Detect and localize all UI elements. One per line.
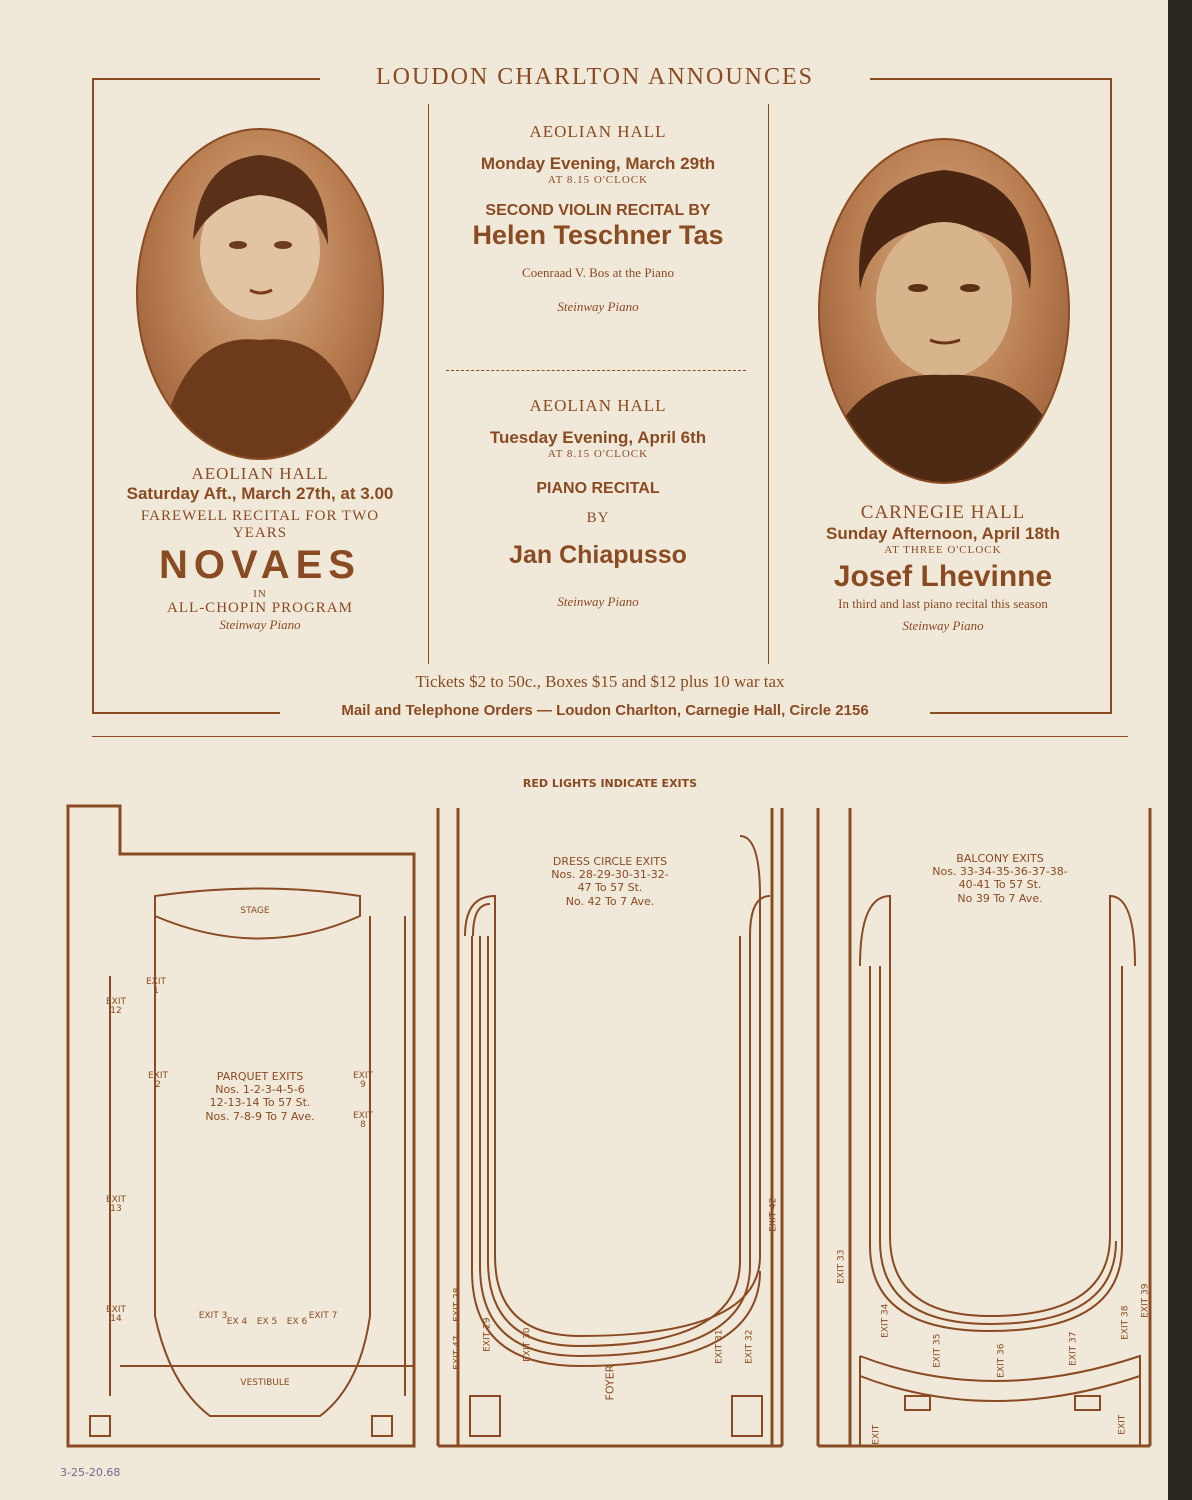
right-note: In third and last piano recital this season — [838, 596, 1048, 611]
exit-29: EXIT 29 — [482, 1317, 493, 1352]
exit-32: EXIT 32 — [744, 1329, 755, 1364]
exit-5: EX 5 — [256, 1317, 278, 1327]
header-title: LOUDON CHARLTON ANNOUNCES — [320, 64, 870, 91]
handwritten-note: 3-25-20.68 — [60, 1466, 121, 1479]
portrait-lhevinne — [818, 138, 1070, 484]
left-date: Saturday Aft., March 27th, at 3.00 — [126, 484, 394, 503]
left-piano: Steinway Piano — [219, 617, 301, 632]
exit-35: EXIT 35 — [932, 1333, 943, 1368]
balcony-line-1: BALCONY EXITS — [956, 852, 1044, 865]
mb-by: BY — [586, 510, 610, 526]
stage-label: STAGE — [240, 906, 270, 916]
left-artist: NOVAES — [159, 543, 361, 587]
mt-hall: AEOLIAN HALL — [529, 122, 667, 141]
mt-subtitle: SECOND VIOLIN RECITAL BY — [485, 202, 711, 219]
parquet-line-1: PARQUET EXITS — [216, 1070, 304, 1083]
exit-2: EXIT 2 — [147, 1071, 168, 1091]
mt-accompanist: Coenraad V. Bos at the Piano — [522, 265, 674, 280]
exit-47: EXIT 47 — [452, 1335, 463, 1370]
dress-line-3: 47 To 57 St. — [577, 881, 643, 895]
exit-36: EXIT 36 — [996, 1343, 1007, 1378]
exit-30: EXIT 30 — [522, 1327, 533, 1362]
dress-circle-exits-text — [500, 855, 720, 908]
middle-top-text — [440, 122, 756, 315]
exit-8: EXIT 8 — [352, 1111, 373, 1131]
exit-39: EXIT 39 — [1140, 1283, 1151, 1318]
balcony-exits-text — [880, 852, 1120, 905]
balcony-line-4: No 39 To 7 Ave. — [957, 891, 1043, 905]
mb-hall: AEOLIAN HALL — [529, 396, 667, 415]
mt-date: Monday Evening, March 29th — [480, 154, 716, 173]
left-column-text — [100, 464, 420, 633]
exit-37: EXIT 37 — [1068, 1331, 1079, 1366]
parquet-exits-text — [170, 1070, 350, 1123]
mb-subtitle: PIANO RECITAL — [536, 480, 660, 497]
mb-date: Tuesday Evening, April 6th — [489, 428, 707, 447]
left-program: ALL-CHOPIN PROGRAM — [167, 600, 353, 616]
dress-line-4: No. 42 To 7 Ave. — [565, 894, 655, 908]
exit-13: EXIT 13 — [105, 1195, 126, 1215]
dress-line-1: DRESS CIRCLE EXITS — [552, 855, 668, 868]
right-date: Sunday Afternoon, April 18th — [826, 524, 1060, 543]
right-artist: Josef Lhevinne — [833, 560, 1053, 593]
exit-28: EXIT 28 — [452, 1287, 463, 1322]
mb-time: AT 8.15 O'CLOCK — [547, 448, 649, 460]
middle-divider — [446, 370, 746, 371]
exit-7: EXIT 7 — [308, 1311, 338, 1321]
left-in: IN — [253, 588, 267, 600]
vestibule-label: VESTIBULE — [240, 1378, 290, 1388]
parquet-line-2: Nos. 1-2-3-4-5-6 — [215, 1083, 305, 1097]
exit-3: EXIT 3 — [198, 1311, 228, 1321]
exit-4: EX 4 — [226, 1317, 248, 1327]
tickets-line: Tickets $2 to 50c., Boxes $15 and $12 plus 10 war tax — [415, 672, 785, 691]
exit-41: EXIT — [1117, 1414, 1128, 1435]
right-column-text — [790, 502, 1096, 634]
left-subtitle: FAREWELL RECITAL FOR TWO YEARS — [140, 508, 380, 541]
right-piano: Steinway Piano — [902, 618, 984, 633]
left-hall: AEOLIAN HALL — [191, 464, 329, 483]
exit-12: EXIT 12 — [105, 997, 126, 1017]
mt-time: AT 8.15 O'CLOCK — [547, 174, 649, 186]
parquet-line-4: Nos. 7-8-9 To 7 Ave. — [205, 1109, 315, 1123]
section-divider — [92, 736, 1128, 737]
footer-orders: Mail and Telephone Orders — Loudon Charlton, Carnegie Hall, Circle 2156 — [280, 702, 930, 719]
exit-31: EXIT 31 — [714, 1329, 725, 1364]
plan-title: RED LIGHTS INDICATE EXITS — [522, 777, 698, 790]
exit-6: EX 6 — [286, 1317, 308, 1327]
exit-38: EXIT 38 — [1120, 1305, 1131, 1340]
mt-artist: Helen Teschner Tas — [472, 220, 724, 250]
exit-42: EXIT 42 — [768, 1197, 779, 1232]
dress-line-2: Nos. 28-29-30-31-32- — [551, 868, 669, 882]
exit-34: EXIT 34 — [880, 1303, 891, 1338]
mb-artist: Jan Chiapusso — [509, 541, 687, 569]
portrait-novaes — [136, 128, 384, 460]
right-time: AT THREE O'CLOCK — [884, 544, 1002, 556]
balcony-line-2: Nos. 33-34-35-36-37-38- — [932, 865, 1068, 879]
column-divider-right — [768, 104, 769, 664]
exit-40: EXIT — [871, 1424, 882, 1445]
right-hall: CARNEGIE HALL — [860, 502, 1026, 523]
parquet-line-3: 12-13-14 To 57 St. — [209, 1096, 311, 1110]
middle-bottom-text — [440, 396, 756, 610]
mb-piano: Steinway Piano — [557, 594, 639, 609]
exit-14: EXIT 14 — [105, 1305, 126, 1325]
balcony-line-3: 40-41 To 57 St. — [958, 878, 1042, 892]
mt-piano: Steinway Piano — [557, 299, 639, 314]
exit-9: EXIT 9 — [352, 1071, 373, 1091]
exit-33: EXIT 33 — [836, 1249, 847, 1284]
foyer-label: FOYER — [603, 1364, 617, 1401]
exit-1: EXIT 1 — [146, 977, 167, 997]
column-divider-left — [428, 104, 429, 664]
